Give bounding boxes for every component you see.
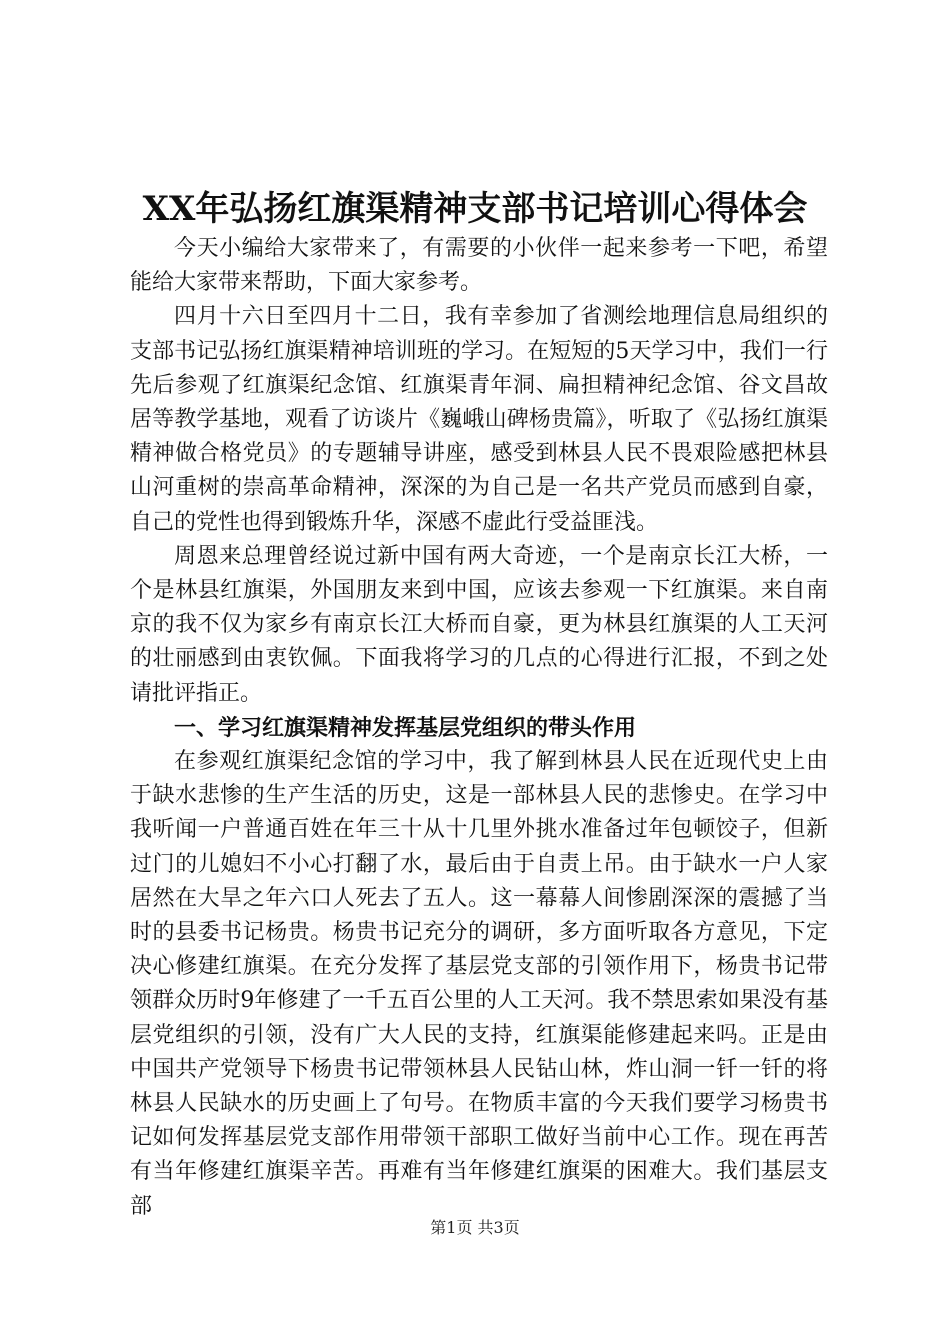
document-body	[130, 232, 828, 1224]
page-number-footer: 第1页 共3页	[430, 1218, 520, 1237]
section-heading-1: 一、学习红旗渠精神发挥基层党组织的带头作用	[174, 714, 637, 741]
paragraph-training-summary: 四月十六日至四月十二日，我有幸参加了省测绘地理信息局组织的支部书记弘扬红旗渠精神培训班的学习。在短短的5天学习中，我们一行先后参观了红旗渠纪念馆、红旗渠青年洞、扁担精神纪念馆、谷文昌故居等教学基地，观看了访谈片《巍峨山碑杨贵篇》，听取了《弘扬红旗渠精神做合格党员》的专题辅导讲座，感受到林县人民不畏艰险感把林县山河重树的崇高革命精神，深深的为自己是一名共产党员而感到自豪，自己的党性也得到锻炼升华，深感不虚此行受益匪浅。	[130, 304, 828, 535]
paragraph-memorial-visit: 在参观红旗渠纪念馆的学习中，我了解到林县人民在近现代史上由于缺水悲惨的生产生活的历史，这是一部林县人民的悲惨史。在学习中我听闻一户普通百姓在年三十从十几里外挑水准备过年包顿饺子，但新过门的儿媳妇不小心打翻了水，最后由于自责上吊。由于缺水一户人家居然在大旱之年六口人死去了五人。这一幕幕人间惨剧深深的震撼了当时的县委书记杨贵。杨贵书记充分的调研，多方面听取各方意见，下定决心修建红旗渠。在充分发挥了基层党支部的引领作用下，杨贵书记带领群众历时9年修建了一千五百公里的人工天河。我不禁思索如果没有基层党组织的引领，没有广大人民的支持，红旗渠能修建起来吗。正是由中国共产党领导下杨贵书记带领林县人民钻山林，炸山洞一钎一钎的将林县人民缺水的历史画上了句号。在物质丰富的今天我们要学习杨贵书记如何发挥基层党支部作用带领干部职工做好当前中心工作。现在再苦有当年修建红旗渠辛苦。再难有当年修建红旗渠的困难大。我们基层支部	[130, 749, 828, 1219]
paragraph-zhou-enlai-quote: 周恩来总理曾经说过新中国有两大奇迹，一个是南京长江大桥，一个是林县红旗渠，外国朋友来到中国，应该去参观一下红旗渠。来自南京的我不仅为家乡有南京长江大桥而自豪，更为林县红旗渠的人工天河的壮丽感到由衷钦佩。下面我将学习的几点的心得进行汇报，不到之处请批评指正。	[130, 543, 828, 706]
paragraph-intro: 今天小编给大家带来了，有需要的小伙伴一起来参考一下吧，希望能给大家带来帮助，下面大家参考。	[130, 236, 828, 296]
document-title: XX年弘扬红旗渠精神支部书记培训心得体会	[142, 189, 808, 229]
